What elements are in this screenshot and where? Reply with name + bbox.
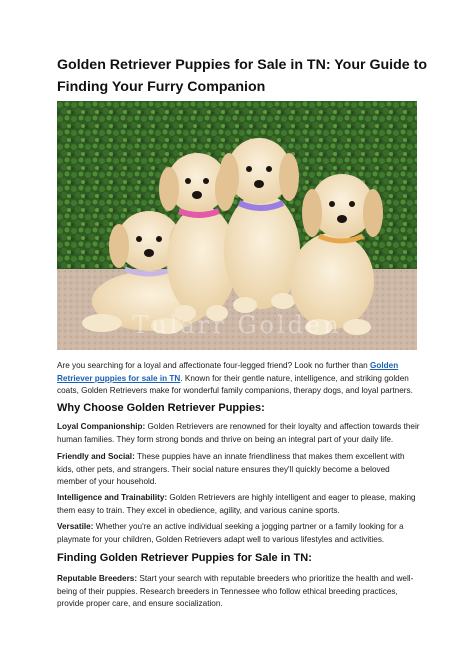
why-item-text: Golden Retrievers are highly intelligent and eager to please, making them easy to train. They excel in obedience, agility, and various canine sports. — [57, 493, 416, 515]
why-item-text: Whether you're an active individual seeking a jogging partner or a family looking for a playmate for your children, Golden Retrievers adapt well to various lifestyles and activities. — [57, 522, 404, 544]
photo-watermark: Tularr Golden — [132, 311, 342, 339]
why-item-versatile — [57, 521, 422, 546]
why-item-term: Intelligence and Trainability: — [57, 493, 168, 502]
why-item-loyal — [57, 421, 422, 446]
why-item-intelligence — [57, 492, 422, 517]
why-item-friendly — [57, 451, 422, 489]
page-title: Golden Retriever Puppies for Sale in TN: Your Guide to Finding Your Furry Companion — [57, 57, 427, 95]
finding-item-text: Start your search with reputable breeders who prioritize the health and well-being of their puppies. Research breeders in Tennessee who follow ethical breeding practices, provide proper care, and ensure socialization. — [57, 574, 414, 608]
intro-text-start: Are you searching for a loyal and affectionate four-legged friend? Look no further than — [57, 361, 370, 370]
why-heading: Why Choose Golden Retriever Puppies: — [57, 402, 265, 414]
why-item-term: Loyal Companionship: — [57, 422, 146, 431]
intro-paragraph — [57, 360, 422, 398]
why-item-text: Golden Retrievers are renowned for their loyalty and affection towards their human families. They form strong bonds and thrive on being an integral part of your daily life. — [57, 422, 420, 444]
puppies-photo — [57, 101, 417, 350]
why-item-term: Friendly and Social: — [57, 452, 135, 461]
finding-item-term: Reputable Breeders: — [57, 574, 138, 583]
breeder-link[interactable]: Golden Retriever puppies for sale in TN — [57, 361, 399, 383]
finding-item-breeders — [57, 573, 422, 611]
why-item-text: These puppies have an innate friendliness that makes them excellent with kids, other pets, and strangers. Their social nature ensures they'll quickly become a beloved member of your household. — [57, 452, 405, 486]
why-item-term: Versatile: — [57, 522, 94, 531]
finding-heading: Finding Golden Retriever Puppies for Sale in TN: — [57, 552, 312, 564]
intro-text-end: . Known for their gentle nature, intelligence, and striking golden coats, Golden Retrievers make for wonderful family companions, therapy dogs, and loyal partners. — [57, 373, 413, 395]
